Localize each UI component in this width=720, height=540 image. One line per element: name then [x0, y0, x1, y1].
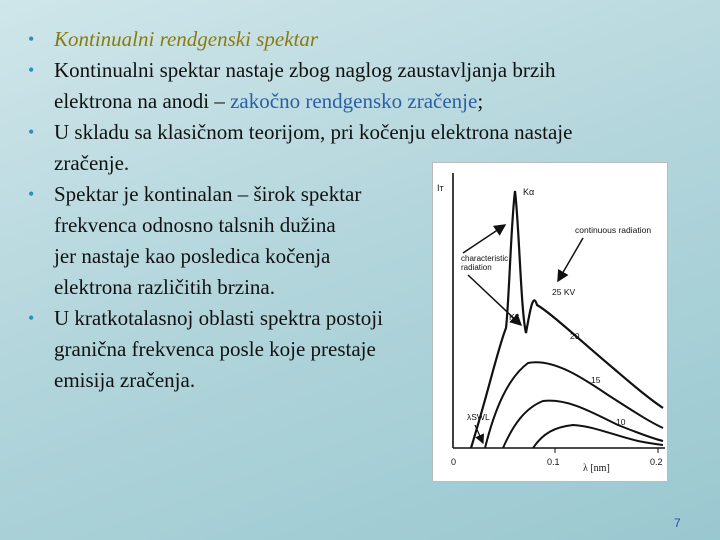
- bullet-dot-icon: •: [28, 122, 35, 142]
- x-tick-label-2: 0.2: [650, 457, 663, 467]
- bullet-text: U skladu sa klasičnom teorijom, pri kočenju elektrona nastaje: [54, 120, 573, 144]
- characteristic-label-2: radiation: [461, 263, 492, 272]
- spectrum-plot: [433, 163, 667, 481]
- curve-10kv: [533, 425, 663, 448]
- bullet-text-continued: elektrona različitih brzina.: [54, 275, 275, 299]
- bullet-text: Kontinualni spektar nastaje zbog naglog zaustavljanja brzih: [54, 58, 556, 82]
- bullet-text-continued: emisija zračenja.: [54, 368, 196, 392]
- bullet-dot-icon: •: [28, 184, 35, 204]
- swl-label: λSWL: [467, 412, 490, 422]
- bullet-dot-icon: •: [28, 29, 35, 49]
- bullet-dot-icon: •: [28, 308, 35, 328]
- bullet-text: Spektar je kontinalan – širok spektar: [54, 182, 362, 206]
- curve-15kv-label: 15: [591, 375, 601, 385]
- bullet-dot-icon: •: [28, 60, 35, 80]
- bullet-item-2: [28, 55, 668, 117]
- bullet-text-continued: [54, 86, 668, 117]
- bullet-text-continued: zračenje.: [54, 151, 130, 175]
- bullet-text-part: ;: [477, 89, 484, 113]
- bullet-text-continued: jer nastaje kao posledica kočenja: [54, 244, 331, 268]
- curve-10kv-label: 10: [616, 417, 626, 427]
- x-tick-label-1: 0.1: [547, 457, 560, 467]
- x-tick-label-0: 0: [451, 457, 457, 467]
- characteristic-arrow-k-alpha: [463, 225, 505, 253]
- continuous-radiation-label: continuous radiation: [575, 225, 652, 235]
- k-beta-label: Kβ: [509, 312, 520, 322]
- characteristic-label-1: characteristic: [461, 254, 509, 263]
- x-axis-label: λ [nm]: [583, 463, 610, 474]
- curve-25kv-label: 25 KV: [552, 287, 576, 297]
- bullet-item-title: [28, 24, 668, 55]
- continuous-arrow: [558, 238, 583, 281]
- slide-number: 7: [674, 516, 681, 530]
- curve-20kv-label: 20: [570, 331, 580, 341]
- k-alpha-label: Kα: [523, 187, 535, 197]
- bullet-text: U kratkotalasnoj oblasti spektra postoji: [54, 306, 383, 330]
- bullet-text-continued: frekvenca odnosno talsnih dužina: [54, 213, 336, 237]
- slide-title: Kontinualni rendgenski spektar: [54, 27, 319, 51]
- y-axis-label: Iᴛ: [437, 183, 444, 193]
- bullet-text-part: elektrona na anodi –: [54, 89, 231, 113]
- xray-spectrum-figure: [432, 162, 668, 482]
- highlight-term: zakočno rendgensko zračenje: [230, 89, 478, 113]
- bullet-text-continued: granična frekvenca posle koje prestaje: [54, 337, 376, 361]
